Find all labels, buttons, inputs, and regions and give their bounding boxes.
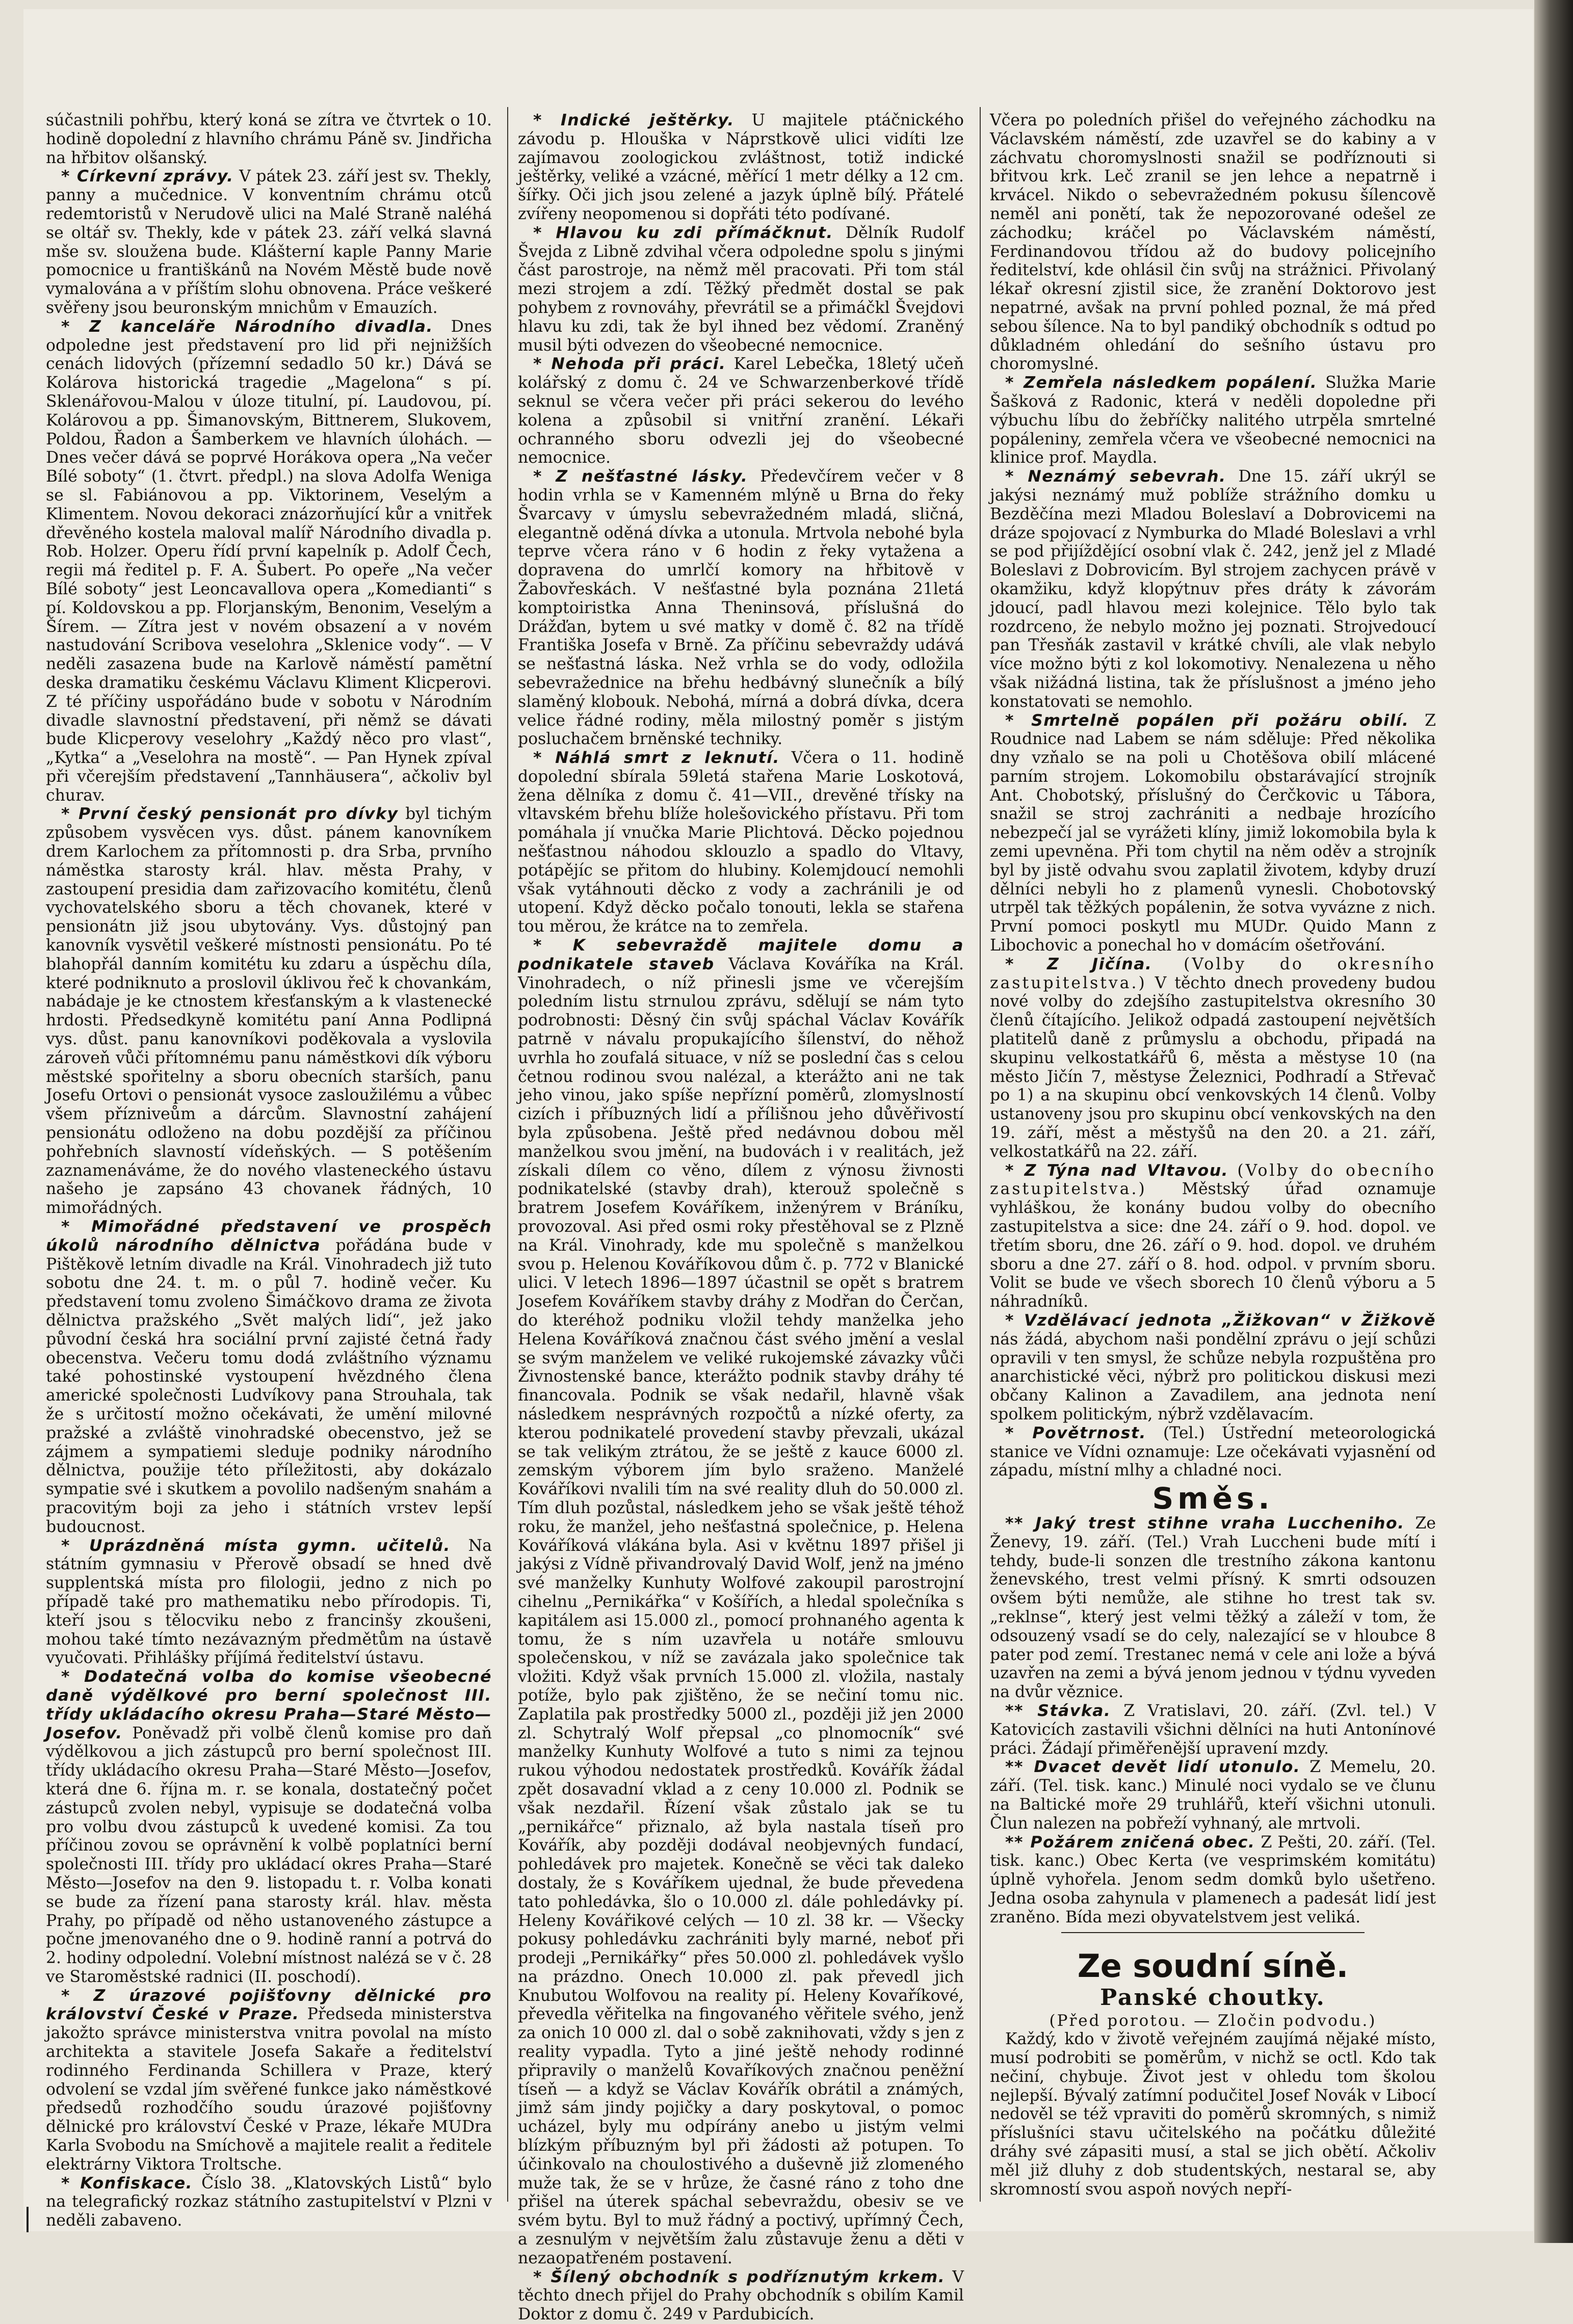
article-heading: * Smrtelně popálen při požáru obilí. — [1005, 711, 1409, 730]
margin-mark — [27, 2207, 29, 2232]
article-text: V těchto dnech provedeny budou nové volby do zdejšího zastupitelstva okresního 30 členů čítajícího. Jelikož odpadá zastoupení největších platitelů daně z průmyslu a obchodu, připadá na skupinu velkostatkářů 6, města a městyse 10 (na město Jičín 7, městyse Železnici, Podhradí a Střevač po 1) a na skupinu obcí venkovských 14 členů. Volby ustanoveny jsou pro skupinu obcí venkovských na den 19. září, měst a městyšů na den 20. a 21. září, velkostatkářů na 22. září. — [990, 973, 1436, 1161]
column-1 — [46, 111, 492, 2230]
article-text: Včera o 11. hodině dopolední sbírala 59letá stařena Marie Loskotová, žena dělníka z domu č. 41—VII., drevěné třísky na vltavském břehu blíže holešovického přístavu. Při tom pomáhala jí vnučka Marie Plichtová. Děcko pojednou nešťastnou náhodou sklouzlo a spadlo do Vltavy, potápějíc se přitom do hlubiny. Kolemjdoucí nemohli však vytáhnouti děcko z vody a zachránili je od utopení. Když děcko počalo tonouti, lekla se stařena tou měrou, že krátce na to zemřela. — [518, 749, 964, 936]
article-text: Na státním gymnasiu v Přerově obsadí se hned dvě supplentská místa pro filologii, jedno z nich po případě také pro mathematiku nebo přírodopis. Ti, kteří jsou s tělocviku nebo z francinšy zkoušeni, mohou také tímto nezávazným předmětům na ústavě vyučovati. Přihlášky příjímá ředitelství ústavu. — [46, 1536, 492, 1668]
article-unknown-suicide — [990, 467, 1436, 711]
column-rule — [980, 107, 981, 2202]
article-text: Včera po poledních přišel do veřejného záchodku na Václavském náměstí, zde uzavřel se do kabiny a v záchvatu choromyslnosti snažil se podříznouti si břitvou krk. Leč zranil se jen lehce a nepatrně i krvácel. Nikdo o sebevražedném pokusu šílencově neměl ani ponětí, tak že nepozorované odešel ze záchodku; kráčel po Václavském náměstí, Ferdinandovou třídou až do budovy policejního ředitelství, kde ohlásil čin svůj na strážnici. Přivolaný lékař okresní zjistil sice, že zranění Doktorovo jest nepatrné, avšak na první pohled poznal, že má před sebou šílence. Na to byl pandiký obchodník s odtud po důkladném ohledání do sešního ústavu pro choromyslné. — [990, 111, 1436, 374]
article-heading: ** Dvacet devět lidí utonulo. — [1005, 1758, 1301, 1777]
article-heading: ** Požárem zničená obec. — [1005, 1833, 1255, 1852]
article-continuation — [46, 111, 492, 167]
article-zizkovan — [990, 1311, 1436, 1424]
article-work-accident — [518, 355, 964, 467]
article-grain-fire — [990, 711, 1436, 955]
article-insurance — [46, 1987, 492, 2174]
article-heading: * Neznámý sebevrah. — [1005, 467, 1226, 486]
court-article-title: Panské choutky. — [1100, 1984, 1326, 2011]
column-2 — [518, 111, 964, 2324]
article-unhappy-love — [518, 467, 964, 749]
article-text: (Tel.) Ústřední meteorologická stanice ve Vídni oznamuje: Lze očekávati vyjasnění od západu, místní mlhy a chladné noci. — [990, 1423, 1436, 1480]
article-text: Z Roudnice nad Labem se nám sděluje: Před několika dny vzňalo se na poli u Chotěšova obilí mlácené parním strojem. Lokomobilu obstarávající strojník Ant. Chobotský, příslušný do Čerčkovic u Tábora, snažil se stroj zachrániti a nedbaje hrozícího nebezpečí jal se vyrážeti klíny, jimiž lokomobila byla k zemi upevněna. Při tom chytil na něm oděv a strojník byl by jistě odvahu svou zaplatil životem, kdyby druzí dělníci nebyli ho z plamenů vynesli. Chobotovský utrpěl tak těžkých popálenin, že sotva vyvázne z nich. První pomoci poskytl mu MUDr. Quido Mann z Libochovic a ponechal ho v domácím ošetřování. — [990, 711, 1436, 955]
article-text: Z Memelu, 20. září. (Tel. tisk. kanc.) Minulé noci vydalo se ve člunu na Baltické moře 29 truhlářů, kteří všichni utonuli. Člun nalezen na pobřeží vyhnaný, ale mrtvoli. — [990, 1758, 1436, 1833]
article-text: nás žádá, abychom naši pondělní zprávu o její schůzi opravili v ten smysl, že schůze nebyla rozpuštěna pro anarchistické věci, nýbrž pro politickou diskusi mezi občany Kalinon a Zavadilem, ana jednota není spolkem politickým, nýbrž vzdělavacím. — [990, 1330, 1436, 1423]
article-heading: * Náhlá smrt z leknutí. — [533, 749, 780, 768]
article-heading: * První český pensionát pro dívky — [61, 805, 399, 824]
article-heading: * Hlavou ku zdi přímáčknut. — [533, 223, 833, 242]
article-heading: * Indické ještěrky. — [533, 111, 735, 129]
article-heading: * Mimořádné představení ve prospěch úkolů národního dělnictva — [46, 1218, 492, 1255]
article-drowned — [990, 1758, 1436, 1833]
article-text: byl tichým způsobem vysvěcen vys. důst. pánem kanovníkem drem Karlochem za přítomnosti p. dra Srba, prvního náměstka starosty král. hlav. města Prahy, v zastoupení presidia dam zařizovacího komitétu, členů vychovatelského sboru a těch chovanek, které v pensionátn již jsou ubytovány. Vys. důstojný pan kanovník vysvětil veškeré místnosti pensionátu. Po té blahopřál danním komitétu ku zdaru a úspěchu díla, které podniknuto a proslovil úklivou řeč k chovankám, nabádaje je ke ctnostem křesťanským a k vlastenecké hrdosti. Předsedkyně komitétu paní Anna Podlipná vys. důst. panu kanovníkovi poděkovala a vyslovila zároveň vůči přítomnému panu náměstkovi dík výboru městské spořitelny a sboru obecních starších, panu Josefu Ortovi o pensionát vysoce zasloužilému a vůbec všem přízniveům a dárcům. Slavnostní zahájení pensionátu odloženo na dobu pozdější za příčinou pohřebních slavností vídeňských. — S potěšením zaznamenáváme, že do nového vlasteneckého ústavu našeho je zapsáno 43 chovanek řádných, 10 mimořádných. — [46, 805, 492, 1218]
article-owner-suicide — [518, 936, 964, 2268]
article-text: Ze Ženevy, 19. září. (Tel.) Vrah Luccheni bude mítí i tehdy, bude-li sonzen dle trestního zákona kantonu ženevského, trest velmi přísný. K smrti odsouzen ovšem býti nemůže, ale stihne ho trest tak sv. „reklnse“, který jest velmi těžký a záleží v tom, že odsouzený vsadí se do cely, nalezající se v hloubce 8 pater pod zemí. Trestanec nemá v cele ani lože a bývá uzavřen na zemi a bývá jenom jednou v týdnu vyveden na dvůr věznice. — [990, 1514, 1436, 1702]
section-title-court: Ze soudní síně. — [1077, 1947, 1349, 1985]
article-heading: * Z úrazové pojišťovny dělnické pro království České v Praze. — [46, 1986, 492, 2024]
article-head-crushed — [518, 224, 964, 355]
article-heading: * Konfiskace. — [61, 2174, 193, 2193]
article-text: Číslo 38. „Klatovských Listů“ bylo na telegrafický rozkaz státního zastupitelství v Plzni v neděli zabaveno. — [46, 2174, 492, 2230]
article-text: súčastnili pohřbu, který koná se zítra ve čtvrtek o 10. hodině dopolední z hlavního chrámu Páně sv. Jindřicha na hřbitov olšanský. — [46, 111, 492, 167]
article-text: V těchto dnech přijel do Prahy obchodník s obilím Kamil Doktor z domu č. 249 v Pardubicích. — [518, 2267, 964, 2324]
article-heading: * Dodatečná volba do komise všeobecné daně výdělkové pro berní společnost III. třídy ukládacího okresu Praha—Staré Město—Josefov. — [46, 1668, 492, 1742]
article-text: Dělník Rudolf Švejda z Libně zdvihal včera odpoledne spolu s jinými část parostroje, na němž měl pracovati. Při tom stál mezi strojem a zdí. Těžký předmět dostal se pak pohybem z rovnováhy, převrátil se a přimáčkl Švejdovi hlavu ku zdi, tak že byl ihned bez vědomí. Zraněný musil býti odvezen do všeobecné nemocnice. — [518, 223, 964, 355]
page-binding-edge — [1534, 0, 1573, 2243]
article-court-text — [990, 2030, 1436, 2199]
article-teacher-vacancies — [46, 1537, 492, 1668]
article-subheading: (Volby do okresního zastupitelstva.) — [990, 955, 1436, 992]
article-insane-merchant — [518, 2268, 964, 2324]
article-subheading: (Volby do obecního zastupitelstva.) — [990, 1161, 1436, 1199]
article-luccheni — [990, 1514, 1436, 1702]
article-confiscation — [46, 2174, 492, 2230]
article-heading: * Z nešťastné lásky. — [533, 467, 748, 486]
article-heading: * Nehoda při práci. — [533, 355, 726, 374]
article-heading: * Povětrnost. — [1005, 1423, 1146, 1442]
article-national-theatre — [46, 318, 492, 805]
article-text: Dnes odpoledne jest představení pro lid při nejnižších cenách lidových (přízemní sedadlo 50 kr.) Dává se Kolárova historická tragedie „Magelona“ s pí. Sklenářovou-Malou v úloze titulní, pí. Laudovou, pí. Kolárovou a pp. Šimanovským, Bittnerem, Slukovem, Poldou, Řadon a Šamberkem ve hlavních úlohách. — Dnes večer dává se poprvé Horákova opera „Na večer Bílé soboty“ (1. čtvrt. předpl.) na slova Adolfa Weniga se sl. Fabiánovou a pp. Viktorinem, Veselým a Klimentem. Novou dekoraci znázorňující kůr a vnitřek dřevěného kostela maloval malíř Národního divadla p. Rob. Holzer. Operu řídí první kapelník p. Adolf Čech, regii má ředitel p. F. A. Šubert. Po opeře „Na večer Bílé soboty“ jest Leoncavallova opera „Komedianti“ s pí. Koldovskou a pp. Florjanským, Benonim, Veselým a Šírem. — Zítra jest v novém obsazení a v novém nastudování Scribova veselohra „Sklenice vody“. — V neděli zasazena bude na Karlově náměstí pamětní deska dramatiku českému Václavu Kliment Klicperovi. Z té příčiny uspořádáno bude v sobotu v Národním divadle slavnostní představení, při němž se dávati bude Klicperovy veselohry „Každý něco pro vlast“, „Kytka“ a „Veselohra na mostě“. — Pan Hynek zpíval při včerejším představení „Tannhäusera“, ačkoliv byl churav. — [46, 317, 492, 805]
article-text: Karel Lebečka, 18letý učeň kolářský z domu č. 24 ve Schwarzenberkové třídě seknul se včera večer při práci sekerou do levého kolena a způsobil si vnitřní zranění. Lékaři ochranného sboru odvezli jej do všeobecné nemocnice. — [518, 355, 964, 467]
article-text: Z Pešti, 20. září. (Tel. tisk. kanc.) Obec Kerta (ve vesprimském komitátu) úplně vyhořela. Jenom sedm domků bylo ušetřeno. Jedna osoba zahynula v plamenech a padesát lidí jest zraněno. Bída mezi obyvatelstvem jest veliká. — [990, 1833, 1436, 1926]
article-text: Předseda ministerstva jakožto správce ministerstva vnitra povolal na místo architekta a stavitele Josefa Sakaře a ředitelství rodinného Ferdinanda Schillera v Praze, který odvolení se vzdal jím svěřené funkce jako náměstkové předsedů rozhodčího soudu úrazové pojišťovny dělnické pro království České v Praze, lékaře MUDra Karla Svobodu na Smíchově a majitele realit a ředitele elektrárny Viktora Troltsche. — [46, 2005, 492, 2174]
article-church-news — [46, 167, 492, 317]
article-text: Z Vratislavi, 20. září. (Zvl. tel.) V Katovicích zastavili všichni dělníci na huti Antonínové práci. Žádají přiměřenější upravení mzdy. — [990, 1701, 1436, 1758]
article-village-fire — [990, 1833, 1436, 1927]
article-tax-election — [46, 1668, 492, 1987]
article-girls-boarding — [46, 805, 492, 1218]
column-3 — [990, 111, 1436, 2201]
article-weather — [990, 1424, 1436, 1480]
article-heading: * Z Týna nad Vltavou. — [1005, 1161, 1229, 1180]
article-text: Každý, kdo v životě veřejném zaujímá nějaké místo, musí podrobiti se poměrům, v nichž se octl. Kdo tak nečiní, chybuje. Život jest v ohledu tom školou nejlepší. Bývalý zatímní podučitel Josef Novák v Libocí nedověl se též vpraviti do poměrů skromných, s nimiž příslušníci stavu učitelského na počátku důležité dráhy své zápasiti musí, a stal se jich obětí. Ačkoliv měl již dluhy z dob studentských, nestaral se, aby skromností svou aspoň nových nepří- — [990, 2030, 1436, 2199]
article-text: pořádána bude v Pištěkově letním divadle na Král. Vinohradech již tuto sobotu dne 24. t. m. o půl 7. hodině večer. Ku představení tomu zvoleno Šimáčkovo drama ze života dělnictva pražského „Svět malých lidí“, jež jako původní česká hra sociální první zajisté četná řady obecenstva. Večeru tomu dodá zvláštního významu také pohostinské vystoupení hvězdného člena americké společnosti Ludvíkovy pana Strouhala, tak že s určitostí možno očekávati, že umění milovné pražské a zvláště vinohradské obecenstvo, jež se zájmem a sympatiemi sleduje podniky národního dělnictva, použije této příležitosti, aby dokázalo sympatie své i skutkem a povolilo nadšeným snahám a pracovitým boji za jeho i státních vrstev lepší budoucnost. — [46, 1236, 492, 1536]
article-heading: * Šílený obchodník s podříznutým krkem. — [533, 2267, 946, 2286]
article-indian-lizards — [518, 111, 964, 224]
article-sudden-death — [518, 749, 964, 936]
article-text: Dne 15. září ukrýl se jakýsi neznámý muž poblíže strážního domku u Bezděčína mezi Mladou Boleslaví a Dobrovicemi na dráze spojovací z Nymburka do Mladé Boleslavi a vrhl se pod přijíždějící osobní vlak č. 242, jenž jel z Mladé Boleslavi z Dobrovicím. Byl strojem zachycen právě v okamžiku, když klopýtnuv přes dráty k závorám jdoucí, padl hlavou mezi kolejnice. Tělo bylo tak rozdrceno, že nebylo možno jej poznati. Strojvedoucí pan Třesňák zastavil v krátké chvíli, ale vlak nebylo více možno býti z kol lokomotivy. Nenalezena u něho však nižádná listina, tak že příslušnost a jméno jeho konstatovati se nemohlo. — [990, 467, 1436, 711]
article-heading: * Z Jičína. — [1005, 955, 1152, 973]
article-text: Předevčírem večer v 8 hodin vrhla se v Kamenném mlýně u Brna do řeky Švarcavy v úmyslu sebevražedném mladá, sličná, elegantně oděná dívka a utonula. Mrtvola nebohé byla teprve včera ráno v 6 hodin z řeky vytažena a dopravena do umrlčí komory na hřbitově v Žabovřeskách. V nešťastné byla poznána 21letá komptoiristka Anna Theninsová, příslušná do Drážďan, bytem u své matky v domě č. 82 na třídě Františka Josefa v Brně. Za příčinu sebevraždy udává se nešťastná láska. Než vrhla se do vody, odložila sebevražednice na břehu hedbávný slunečník a bílý slaměný klobouk. Nebohá, mírná a dobrá dívka, dcera velice řádné rodiny, měla milostný poměr s jistým posluchačem brněnské techniky. — [518, 467, 964, 749]
column-rule — [507, 107, 508, 2202]
article-heading: * Církevní zprávy. — [61, 167, 234, 186]
article-tyn — [990, 1161, 1436, 1311]
section-divider — [1061, 1932, 1365, 1933]
article-heading: * Z kanceláře Národního divadla. — [61, 317, 433, 336]
article-heading: * K sebevraždě majitele domu a podnikatele staveb — [518, 936, 964, 973]
article-text: Služka Marie Šašková z Radonic, která v neděli dopoledne při výbuchu líbu do žebříčky nalitého utrpěla smrtelné popáleniny, zemřela včera ve všeobecné nemocnici na klinice prof. Maydla. — [990, 374, 1436, 467]
article-text: U majitele ptáčnického závodu p. Hlouška v Náprstkově ulici vidíti lze zajímavou zoologickou zvláštnost, totiž indické ještěrky, veliké a vzácné, měřící 1 metr délky a 12 cm. šířky. Oči jich jsou zelené a jazyk úplně bílý. Přátelé zvířeny neopomenou si dopřáti této podívané. — [518, 111, 964, 223]
section-title-smes: Směs. — [1152, 1481, 1274, 1516]
article-heading: * Uprázdněná místa gymn. učitelů. — [61, 1536, 451, 1555]
article-burn-death — [990, 374, 1436, 467]
article-text: Václava Kováříka na Král. Vinohradech, o níž přinesli jsme ve včerejším poledním listu strnulou zprávu, sdělují se nám tyto podrobnosti: Děsný čin svůj spáchal Václav Kovářík patrně v návalu propukajícího šílenství, do něhož uvrhla ho zoufalá situace, v níž se poslední čas s celou četnou rodinou svou nalézal, a kterážto ani ne tak jeho vinou, jako spíše nepřízní poměrů, zlomyslností cizích i příbuzných lidí a přílišnou jeho důvěřivostí byla způsobena. Ještě před nedávnou dobou měl manželkou svou jmění, na budovách i v realitách, jež získali dílem co věno, dílem z výnosu živnosti podnikatelské (stavby drah), kterouž společně s bratrem Josefem Kováříkem, inženýrem v Bráníku, provozoval. Asi před osmi roky přestěhoval se z Plzně na Král. Vinohrady, kde mu společně s manželkou svou p. Helenou Kováříkovou dům č. p. 772 v Blanické ulici. V letech 1896—1897 účastnil se opět s bratrem Josefem Kováříkem stavby dráhy z Modřan do Čerčan, do kteréhož podniku vložil tehdy manželka jeho Helena Kováříková značnou část svého jmění a veslal se svým manželem ve veliké rukojemské závazky vůči Živnostenské bance, kterážto podnik stavby dráhy té financovala. Podnik se však nedařil, hlavně však následkem nesprávných rozpočtů a nízké oferty, za kterou podnikatelé provedení stavby převzali, ukázal se tak velikým ztrátou, že se ještě z kauce 6000 zl. zemským výborem jím bylo sraženo. Manželé Kováříkovi nvalili tím na své reality dluh do 50.000 zl. Tím dluh pozůstal, následkem jeho se však ještě téhož roku, že manžel, jeho nešťastná společnice, p. Helena Kováříková vlákána byla. Asi v květnu 1897 přišel ji jakýsi z Vídně přivandrovalý David Wolf, jenž na jméno své manželky Kunhuty Wolfové zakoupil parostrojní cihelnu „Pernikářka“ v Košířích, a hledal společníka s kapitálem asi 15.000 zl., pomocí prohnaného agenta k tomu, že s ním uzavřela u notáře smlouvu společenskou, v níž se zavázala jako společnice tak vložiti. Když však prvních 15.000 zl. vložila, nastaly potíže, bylo pak zjištěno, že se nečiní tomu nic. Zaplatila pak prostředky 5000 zl., později již jen 2000 zl. Schytralý Wolf přepsal „co plnomocník“ své manželky Kunhuty Wolfové a tuto s nimi za tejnou rukou výhodou nedostatek prostředků. Kovářík žádal zpět dosavadní vklad a z ceny 10.000 zl. Podnik se však nezdařil. Řízení však zůstalo jak se tu „pernikářce“ přiznalo, až byla nastala tíseň pro Kovářík, aby později dodával neobjevných fundací, pohledávek pro majetek. Konečně se věci tak daleko dostaly, že s Kováříkem ujednal, že bude převedena tato pohledávka, šlo o 10.000 zl. dále pohledávky pí. Heleny Kovářikové celých — 10 zl. 38 kr. — Všecky pokusy pohledávku zachrániti byly marné, neboť při prodeji „Pernikářky“ přes 50.000 zl. pohledávek vyšlo na prázdno. Onech 10.000 zl. pak převedl jich Knubutou Wolfovou na reality pí. Heleny Kovaříkové, převedla věřitelka na fingovaného věřitele svého, jenž za onich 10 000 zl. dal o sobě zaknihovati, vždy s jen z reality vypadla. Tyto a jiné ještě nehody rodinné připravily o manželů Kovaříkových značnou peněžní tíseň — a když se Václav Kovářík obrátil a známých, jimž sám jindy pojičky a dary poskytoval, o pomoc ucházel, byly mu odpírány anebo u jistým velmi blízkým příbuzným byl při žádosti až potupen. To účinkovalo na choulostivého a duševně již zlomeného muže tak, že se v hrůze, že časné ráno z toho dne přišel na úterek spáchal sebevraždu, obesiv se ve svém bytu. Byl to muž řádný a poctivý, upřímný Čech, a zesnulým v největším žalu zůstavuje ženu a děti v nezaopatřeném postavení. — [518, 955, 964, 2267]
article-strike — [990, 1702, 1436, 1758]
article-heading: ** Stávka. — [1005, 1701, 1111, 1720]
article-jicin — [990, 955, 1436, 1161]
article-heading: * Zemřela následkem popálení. — [1005, 374, 1318, 392]
article-heading: * Vzdělávací jednota „Žižkovan“ v Žižkově — [1005, 1311, 1436, 1330]
article-extra-performance — [46, 1218, 492, 1537]
article-heading: ** Jaký trest stihne vraha Luccheniho. — [1005, 1514, 1405, 1533]
article-continuation — [990, 111, 1436, 374]
article-text: Poněvadž při volbě členů komise pro daň výdělkovou a jich zástupců pro berní společnost III. třídy ukládacího okresu Praha—Staré Město—Josefov, která dne 6. října m. r. se konala, dostatečný počet zástupců zvolen nebyl, vypisuje se dodatečná volba pro volbu dvou zástupců k uvedené komisi. Za tou příčinou zovou se oprávnění k volbě poplatníci berní společnosti III. třídy pro ukládací okres Praha—Staré Město—Josefov na den 9. listopadu t. r. Volba konati se bude za řízení pana starosty král. hlav. města Prahy, po případě od něho ustanoveného zástupce a počne jmenovaného dne o 9. hodině ranní a potrvá do 2. hodiny odpolední. Volební místnost nalézá se v č. 28 ve Staroměstské radnici (II. poschodí). — [46, 1724, 492, 1986]
article-text: Městský úřad oznamuje vyhláškou, že konány budou volby do obecního zastupitelstva a sice: dne 24. září o 9. hod. dopol. ve třetím sboru, dne 26. září o 9. hod. dopol. ve druhém sboru a dne 27. září o 8. hod. odpol. v prvním sboru. Volit se bude ve všech sborech 10 členů výboru a 5 náhradníků. — [990, 1180, 1436, 1311]
court-article-subtitle: (Před porotou. — Zločin podvodu.) — [1049, 2011, 1377, 2030]
article-text: V pátek 23. září jest sv. Thekly, panny a mučednice. V konventním chrámu otců redemtoristů v Nerudově ulici na Malé Straně naléhá se oltář sv. Thekly, kde v pátek 23. září velká slavná mše sv. sloužena bude. Klášterní kaple Panny Marie pomocnice u františkánů na Novém Městě bude nově vymalována a v příštím slohu obnovena. Práce veškeré svěřeny jsou beuronským mnichům v Emauzích. — [46, 167, 492, 317]
